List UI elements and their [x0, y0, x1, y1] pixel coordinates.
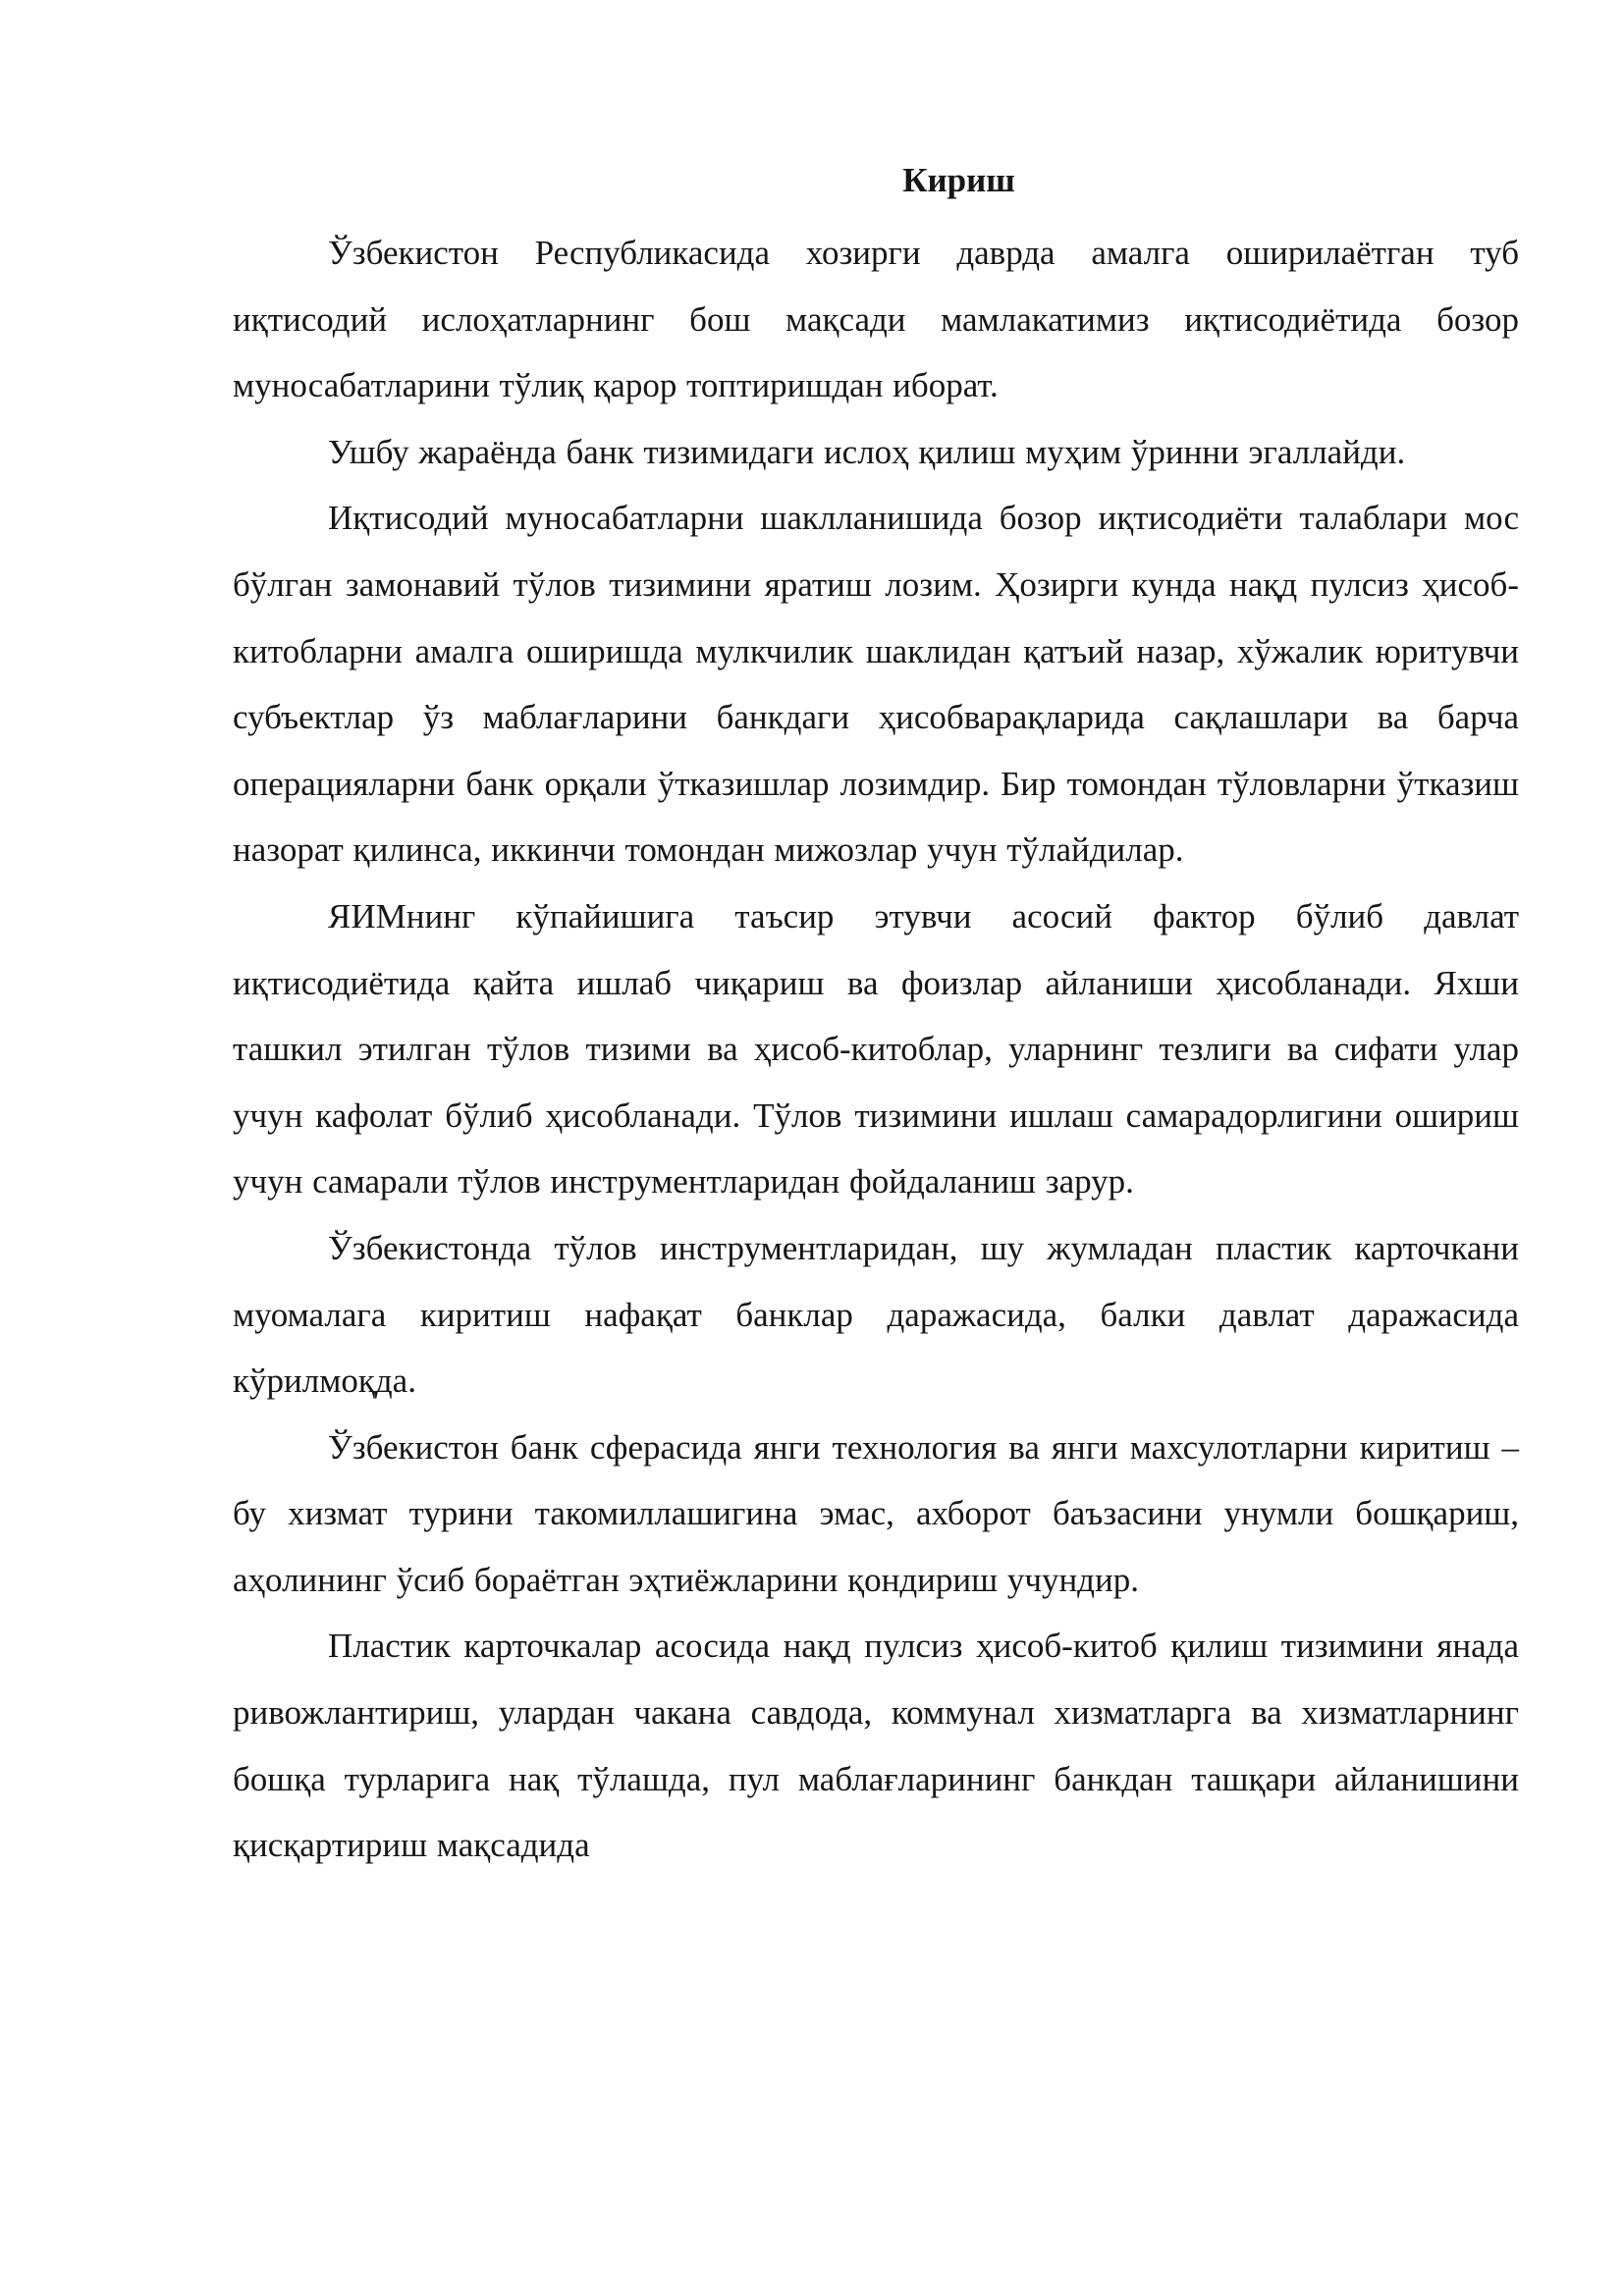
- paragraph-3: Иқтисодий муносабатларни шаклланишида бозор иқтисодиёти талаблари мос бўлган замонавий тўлов тизимини яратиш лозим. Ҳозирги кунда нақд пулсиз ҳисоб-китобларни амалга оширишда мулкчилик шаклидан қатъий назар, хўжалик юритувчи субъектлар ўз маблағларини банкдаги ҳисобварақларида сақлашлари ва барча операцияларни банк орқали ўтказишлар лозимдир. Бир томондан тўловларни ўтказиш назорат қилинса, иккинчи томондан мижозлар учун тўлайдилар.: [233, 499, 1519, 870]
- paragraph-1: Ўзбекистон Республикасида хозирги даврда амалга оширилаётган туб иқтисодий ислоҳатларнинг бош мақсади мамлакатимиз иқтисодиётида бозор муносабатларини тўлиқ қарор топтиришдан иборат.: [233, 234, 1519, 405]
- paragraph-4: ЯИМнинг кўпайишига таъсир этувчи асосий фактор бўлиб давлат иқтисодиётида қайта ишлаб чиқариш ва фоизлар айланиши ҳисобланади. Яхши ташкил этилган тўлов тизими ва ҳисоб-китоблар, уларнинг тезлиги ва сифати улар учун кафолат бўлиб ҳисобланади. Тўлов тизимини ишлаш самарадорлигини ошириш учун самарали тўлов инструментларидан фойдаланиш зарур.: [233, 896, 1519, 1201]
- paragraph-2: Ушбу жараёнда банк тизимидаги ислоҳ қилиш муҳим ўринни эгаллайди.: [328, 432, 1406, 471]
- document-body: [233, 220, 1519, 1879]
- paragraph-6: Ўзбекистон банк сферасида янги технология ва янги махсулотларни киритиш – бу хизмат турини такомиллашигина эмас, ахборот баъзасини унумли бошқариш, аҳолининг ўсиб бораётган эҳтиёжларини қондириш учундир.: [233, 1427, 1519, 1599]
- paragraph-5: Ўзбекистонда тўлов инструментларидан, шу жумладан пластик карточкани муомалага киритиш нафақат банклар даражасида, балки давлат даражасида кўрилмоқда.: [233, 1228, 1519, 1401]
- paragraph-7: Пластик карточкалар асосида нақд пулсиз ҳисоб-китоб қилиш тизимини янада ривожлантириш, улардан чакана савдода, коммунал хизматларга ва хизматларнинг бошқа турларига нақ тўлашда, пул маблағларининг банкдан ташқари айланишини қисқартириш мақсадида: [233, 1627, 1519, 1865]
- page-title: Кириш: [902, 161, 1015, 199]
